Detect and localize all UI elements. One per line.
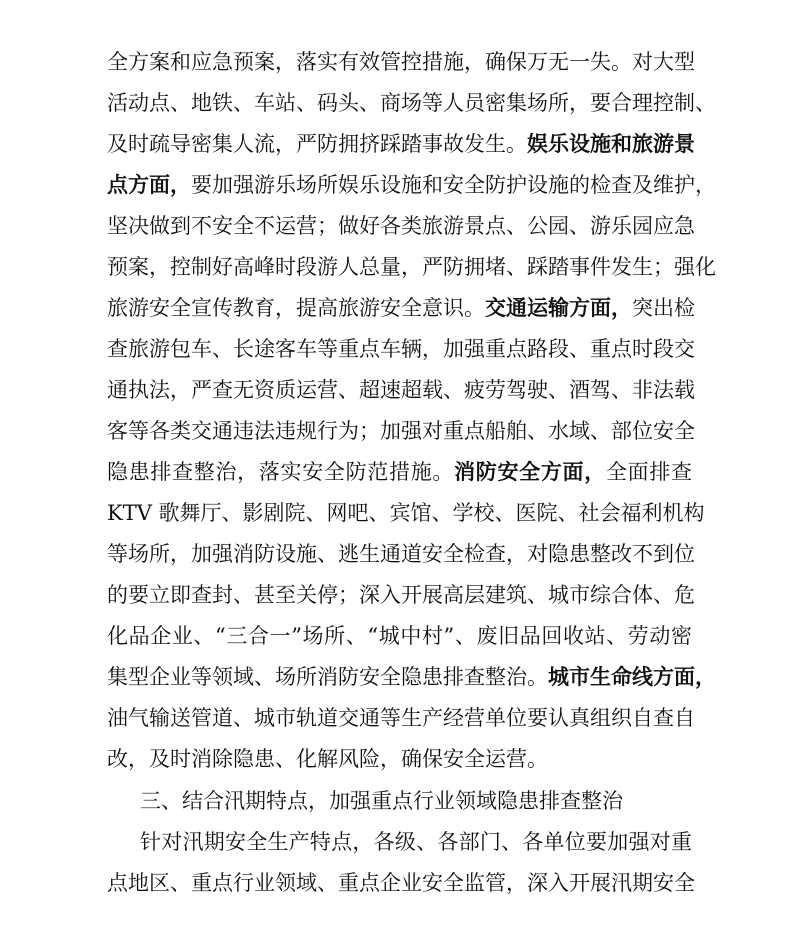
text-line: 活动点、地铁、车站、码头、商场等人员密集场所，要合理控制、 <box>107 91 716 115</box>
text-line: 化品企业、“三合一”场所、“城中村”、废旧品回收站、劳动密 <box>107 624 692 648</box>
text-line: 坚决做到不安全不运营；做好各类旅游景点、公园、游乐园应急 <box>107 214 695 238</box>
bold-topic: 交通运输方面， <box>485 296 632 320</box>
text-line: 针对汛期安全生产特点，各级、各部门、各单位要加强对重 <box>140 830 692 854</box>
text-line: 查旅游包车、长途客车等重点车辆，加强重点路段、重点时段交 <box>107 337 695 361</box>
bold-topic: 娱乐设施和旅游景 <box>527 132 695 156</box>
section-heading: 三、结合汛期特点，加强重点行业领域隐患排查整治 <box>140 789 623 813</box>
text-line: 客等各类交通违法违规行为；加强对重点船舶、水域、部位安全 <box>107 419 695 443</box>
bold-topic: 城市生命线方面， <box>548 665 716 689</box>
text-line: 点方面，要加强游乐场所娱乐设施和安全防护设施的检查及维护， <box>107 173 716 197</box>
text-line: 预案，控制好高峰时段游人总量，严防拥堵、踩踏事件发生；强化 <box>107 255 716 279</box>
text-line: 隐患排查整治，落实安全防范措施。消防安全方面，全面排查 <box>107 460 693 484</box>
text-line: 全方案和应急预案，落实有效管控措施，确保万无一失。对大型 <box>107 50 695 74</box>
text-line: 点地区、重点行业领域、重点企业安全监管，深入开展汛期安全 <box>107 871 695 895</box>
text-line: 的要立即查封、甚至关停；深入开展高层建筑、城市综合体、危 <box>107 583 695 607</box>
text-line: KTV 歌舞厅、影剧院、网吧、宾馆、学校、医院、社会福利机构 <box>107 501 705 525</box>
text-line: 及时疏导密集人流，严防拥挤踩踏事故发生。娱乐设施和旅游景 <box>107 132 695 156</box>
bold-topic: 消防安全方面， <box>454 460 606 484</box>
text-line: 旅游安全宣传教育，提高旅游安全意识。交通运输方面，突出检 <box>107 296 695 320</box>
bold-topic: 点方面， <box>107 173 191 197</box>
text-line: 通执法，严查无资质运营、超速超载、疲劳驾驶、酒驾、非法载 <box>107 378 695 402</box>
text-line: 油气输送管道、城市轨道交通等生产经营单位要认真组织自查自 <box>107 706 695 730</box>
text-line: 改，及时消除隐患、化解风险，确保安全运营。 <box>107 747 548 771</box>
text-line: 集型企业等领域、场所消防安全隐患排查整治。城市生命线方面， <box>107 665 716 689</box>
text-line: 等场所，加强消防设施、逃生通道安全检查，对隐患整改不到位 <box>107 542 695 566</box>
